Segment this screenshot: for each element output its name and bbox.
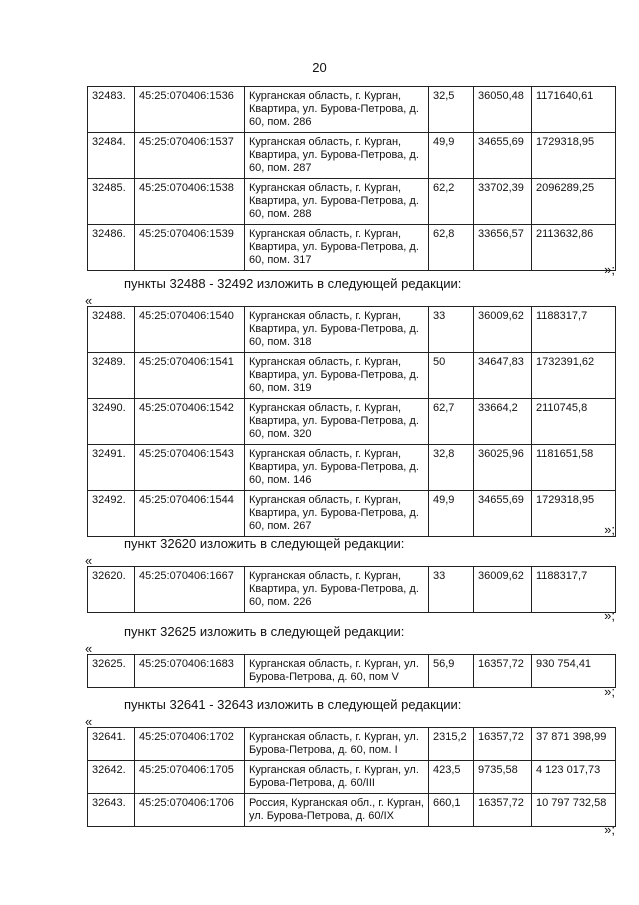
cell-address: Курганская область, г. Курган, Квартира, ул. Бурова-Петрова, д. 60, пом. 226 xyxy=(245,567,429,613)
opening-quote: « xyxy=(85,714,93,729)
cell-rate: 36050,48 xyxy=(474,87,532,133)
cell-number: 32491. xyxy=(88,445,135,491)
cell-area: 62,8 xyxy=(429,225,474,271)
register-table xyxy=(87,306,616,537)
cell-area: 2315,2 xyxy=(429,728,474,761)
cell-number: 32485. xyxy=(88,179,135,225)
closing-quote: »; xyxy=(604,522,615,537)
cell-rate: 33702,39 xyxy=(474,179,532,225)
cell-value: 4 123 017,73 xyxy=(532,761,616,794)
cell-cadastral-number: 45:25:070406:1667 xyxy=(135,567,245,613)
amendment-heading: пункты 32488 - 32492 изложить в следующей редакции: xyxy=(124,276,462,291)
cell-area: 56,9 xyxy=(429,655,474,688)
cell-value: 1181651,58 xyxy=(532,445,616,491)
cell-number: 32484. xyxy=(88,133,135,179)
cell-cadastral-number: 45:25:070406:1537 xyxy=(135,133,245,179)
cell-address: Курганская область, г. Курган, Квартира, ул. Бурова-Петрова, д. 60, пом. 287 xyxy=(245,133,429,179)
cell-number: 32641. xyxy=(88,728,135,761)
cell-number: 32483. xyxy=(88,87,135,133)
cell-value: 1729318,95 xyxy=(532,491,616,537)
cell-value: 10 797 732,58 xyxy=(532,794,616,827)
cell-value: 37 871 398,99 xyxy=(532,728,616,761)
amendment-heading: пункт 32620 изложить в следующей редакции: xyxy=(124,536,405,551)
cell-rate: 33664,2 xyxy=(474,399,532,445)
table-row xyxy=(88,353,616,399)
cell-cadastral-number: 45:25:070406:1683 xyxy=(135,655,245,688)
cell-rate: 33656,57 xyxy=(474,225,532,271)
table-row xyxy=(88,655,616,688)
cell-cadastral-number: 45:25:070406:1542 xyxy=(135,399,245,445)
register-table xyxy=(87,86,616,271)
cell-cadastral-number: 45:25:070406:1536 xyxy=(135,87,245,133)
cell-cadastral-number: 45:25:070406:1539 xyxy=(135,225,245,271)
cell-number: 32620. xyxy=(88,567,135,613)
cell-cadastral-number: 45:25:070406:1706 xyxy=(135,794,245,827)
cell-value: 930 754,41 xyxy=(532,655,616,688)
opening-quote: « xyxy=(85,553,93,568)
cell-rate: 36009,62 xyxy=(474,567,532,613)
cell-address: Курганская область, г. Курган, Квартира, ул. Бурова-Петрова, д. 60, пом. 146 xyxy=(245,445,429,491)
closing-quote: »; xyxy=(604,262,615,277)
cell-address: Курганская область, г. Курган, Квартира, ул. Бурова-Петрова, д. 60, пом. 317 xyxy=(245,225,429,271)
cell-cadastral-number: 45:25:070406:1702 xyxy=(135,728,245,761)
cell-number: 32625. xyxy=(88,655,135,688)
cell-area: 660,1 xyxy=(429,794,474,827)
table-row xyxy=(88,794,616,827)
cell-address: Курганская область, г. Курган, Квартира, ул. Бурова-Петрова, д. 60, пом. 286 xyxy=(245,87,429,133)
cell-address: Курганская область, г. Курган, ул. Бурова-Петрова, д. 60, пом. I xyxy=(245,728,429,761)
cell-value: 1171640,61 xyxy=(532,87,616,133)
cell-rate: 34655,69 xyxy=(474,133,532,179)
cell-cadastral-number: 45:25:070406:1538 xyxy=(135,179,245,225)
cell-rate: 36009,62 xyxy=(474,307,532,353)
cell-cadastral-number: 45:25:070406:1544 xyxy=(135,491,245,537)
cell-address: Курганская область, г. Курган, ул. Бурова-Петрова, д. 60, пом V xyxy=(245,655,429,688)
cell-value: 1188317,7 xyxy=(532,307,616,353)
closing-quote: »; xyxy=(604,608,615,623)
cell-cadastral-number: 45:25:070406:1540 xyxy=(135,307,245,353)
cell-area: 32,5 xyxy=(429,87,474,133)
amendment-heading: пункт 32625 изложить в следующей редакции: xyxy=(124,624,405,639)
table-row xyxy=(88,728,616,761)
cell-area: 62,2 xyxy=(429,179,474,225)
cell-address: Курганская область, г. Курган, Квартира, ул. Бурова-Петрова, д. 60, пом. 267 xyxy=(245,491,429,537)
cell-rate: 36025,96 xyxy=(474,445,532,491)
cell-value: 1732391,62 xyxy=(532,353,616,399)
table-row xyxy=(88,399,616,445)
register-table xyxy=(87,727,616,827)
cell-number: 32492. xyxy=(88,491,135,537)
cell-address: Курганская область, г. Курган, ул. Бурова-Петрова, д. 60/III xyxy=(245,761,429,794)
cell-address: Курганская область, г. Курган, Квартира, ул. Бурова-Петрова, д. 60, пом. 320 xyxy=(245,399,429,445)
cell-number: 32642. xyxy=(88,761,135,794)
page-number: 20 xyxy=(312,60,327,75)
cell-rate: 34655,69 xyxy=(474,491,532,537)
cell-cadastral-number: 45:25:070406:1543 xyxy=(135,445,245,491)
table-row xyxy=(88,307,616,353)
cell-value: 1729318,95 xyxy=(532,133,616,179)
table-row xyxy=(88,567,616,613)
cell-rate: 16357,72 xyxy=(474,655,532,688)
cell-area: 33 xyxy=(429,567,474,613)
opening-quote: « xyxy=(85,641,93,656)
cell-value: 2113632,86 xyxy=(532,225,616,271)
cell-area: 49,9 xyxy=(429,133,474,179)
cell-cadastral-number: 45:25:070406:1705 xyxy=(135,761,245,794)
cell-area: 33 xyxy=(429,307,474,353)
cell-address: Курганская область, г. Курган, Квартира, ул. Бурова-Петрова, д. 60, пом. 318 xyxy=(245,307,429,353)
table-row xyxy=(88,87,616,133)
cell-area: 49,9 xyxy=(429,491,474,537)
cell-number: 32490. xyxy=(88,399,135,445)
cell-rate: 34647,83 xyxy=(474,353,532,399)
cell-address: Курганская область, г. Курган, Квартира, ул. Бурова-Петрова, д. 60, пом. 288 xyxy=(245,179,429,225)
cell-address: Россия, Курганская обл., г. Курган, ул. Бурова-Петрова, д. 60/IX xyxy=(245,794,429,827)
cell-number: 32486. xyxy=(88,225,135,271)
cell-area: 32,8 xyxy=(429,445,474,491)
cell-address: Курганская область, г. Курган, Квартира, ул. Бурова-Петрова, д. 60, пом. 319 xyxy=(245,353,429,399)
closing-quote: »; xyxy=(604,822,615,837)
cell-rate: 16357,72 xyxy=(474,794,532,827)
cell-rate: 9735,58 xyxy=(474,761,532,794)
cell-number: 32643. xyxy=(88,794,135,827)
cell-area: 423,5 xyxy=(429,761,474,794)
cell-number: 32489. xyxy=(88,353,135,399)
cell-value: 2110745,8 xyxy=(532,399,616,445)
table-row xyxy=(88,761,616,794)
register-table xyxy=(87,654,616,688)
cell-value: 1188317,7 xyxy=(532,567,616,613)
closing-quote: »; xyxy=(604,684,615,699)
cell-rate: 16357,72 xyxy=(474,728,532,761)
register-table xyxy=(87,566,616,613)
table-row xyxy=(88,225,616,271)
table-row xyxy=(88,445,616,491)
cell-value: 2096289,25 xyxy=(532,179,616,225)
table-row xyxy=(88,491,616,537)
amendment-heading: пункты 32641 - 32643 изложить в следующей редакции: xyxy=(124,697,462,712)
opening-quote: « xyxy=(85,293,93,308)
cell-number: 32488. xyxy=(88,307,135,353)
table-row xyxy=(88,179,616,225)
cell-area: 50 xyxy=(429,353,474,399)
table-row xyxy=(88,133,616,179)
cell-cadastral-number: 45:25:070406:1541 xyxy=(135,353,245,399)
cell-area: 62,7 xyxy=(429,399,474,445)
